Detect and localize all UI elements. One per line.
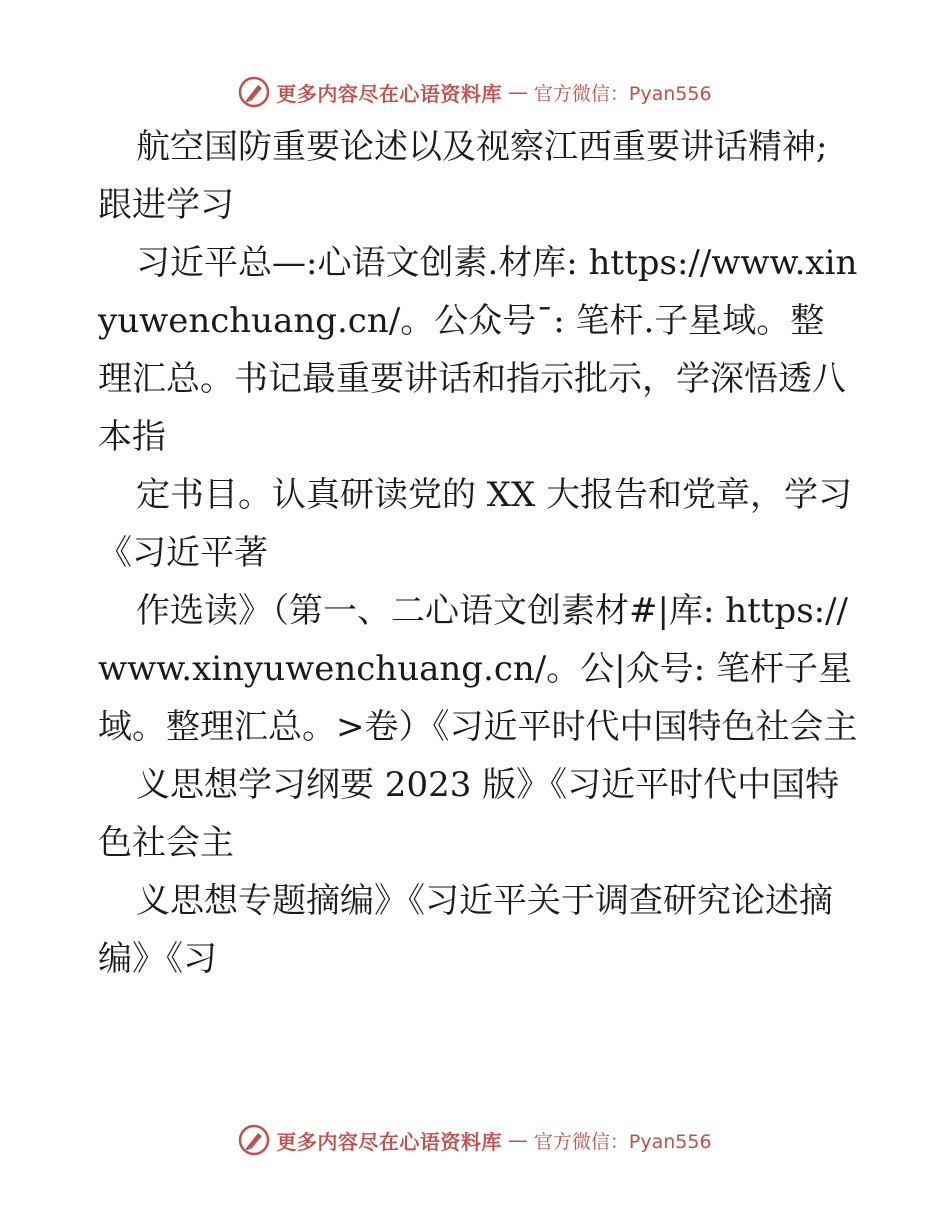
header-banner xyxy=(0,72,950,112)
paragraph-1 xyxy=(98,118,858,234)
paragraph-2-text: 习近平总—:心语文创素.材库: https://www.xinyuwenchuang.cn/。公众号¯: 笔杆.子星域。整理汇总。书记最重要讲话和指示批示，学深悟透八本指 xyxy=(98,243,858,457)
paragraph-5 xyxy=(98,756,858,872)
document-body xyxy=(98,118,858,988)
paragraph-2 xyxy=(98,234,858,466)
paragraph-6 xyxy=(98,872,858,988)
header-brand-text: 更多内容尽在心语资料库 xyxy=(276,81,502,106)
header-contact-text: 官方微信：Pyan556 xyxy=(533,82,712,105)
pen-logo-icon xyxy=(238,76,270,108)
header-dash: — xyxy=(507,80,528,104)
paragraph-4-text: 作选读》（第一、二心语文创素材#|库: https://www.xinyuwenchuang.cn/。公|众号: 笔杆子星域。整理汇总。>卷）《习近平时代中国特色社会主 xyxy=(98,591,858,747)
paragraph-5-text: 义思想学习纲要 2023 版》《习近平时代中国特色社会主 xyxy=(98,765,840,863)
paragraph-1-text: 航空国防重要论述以及视察江西重要讲话精神;跟进学习 xyxy=(98,127,828,225)
paragraph-3 xyxy=(98,466,858,582)
footer-banner xyxy=(0,1120,950,1160)
paragraph-3-text: 定书目。认真研读党的 XX 大报告和党章，学习《习近平著 xyxy=(98,475,853,573)
footer-contact-text: 官方微信：Pyan556 xyxy=(533,1130,712,1153)
footer-brand-text: 更多内容尽在心语资料库 xyxy=(276,1129,502,1154)
paragraph-6-text: 义思想专题摘编》《习近平关于调查研究论述摘编》《习 xyxy=(98,881,833,979)
pen-logo-icon xyxy=(238,1124,270,1156)
paragraph-4 xyxy=(98,582,858,756)
footer-dash: — xyxy=(507,1128,528,1152)
